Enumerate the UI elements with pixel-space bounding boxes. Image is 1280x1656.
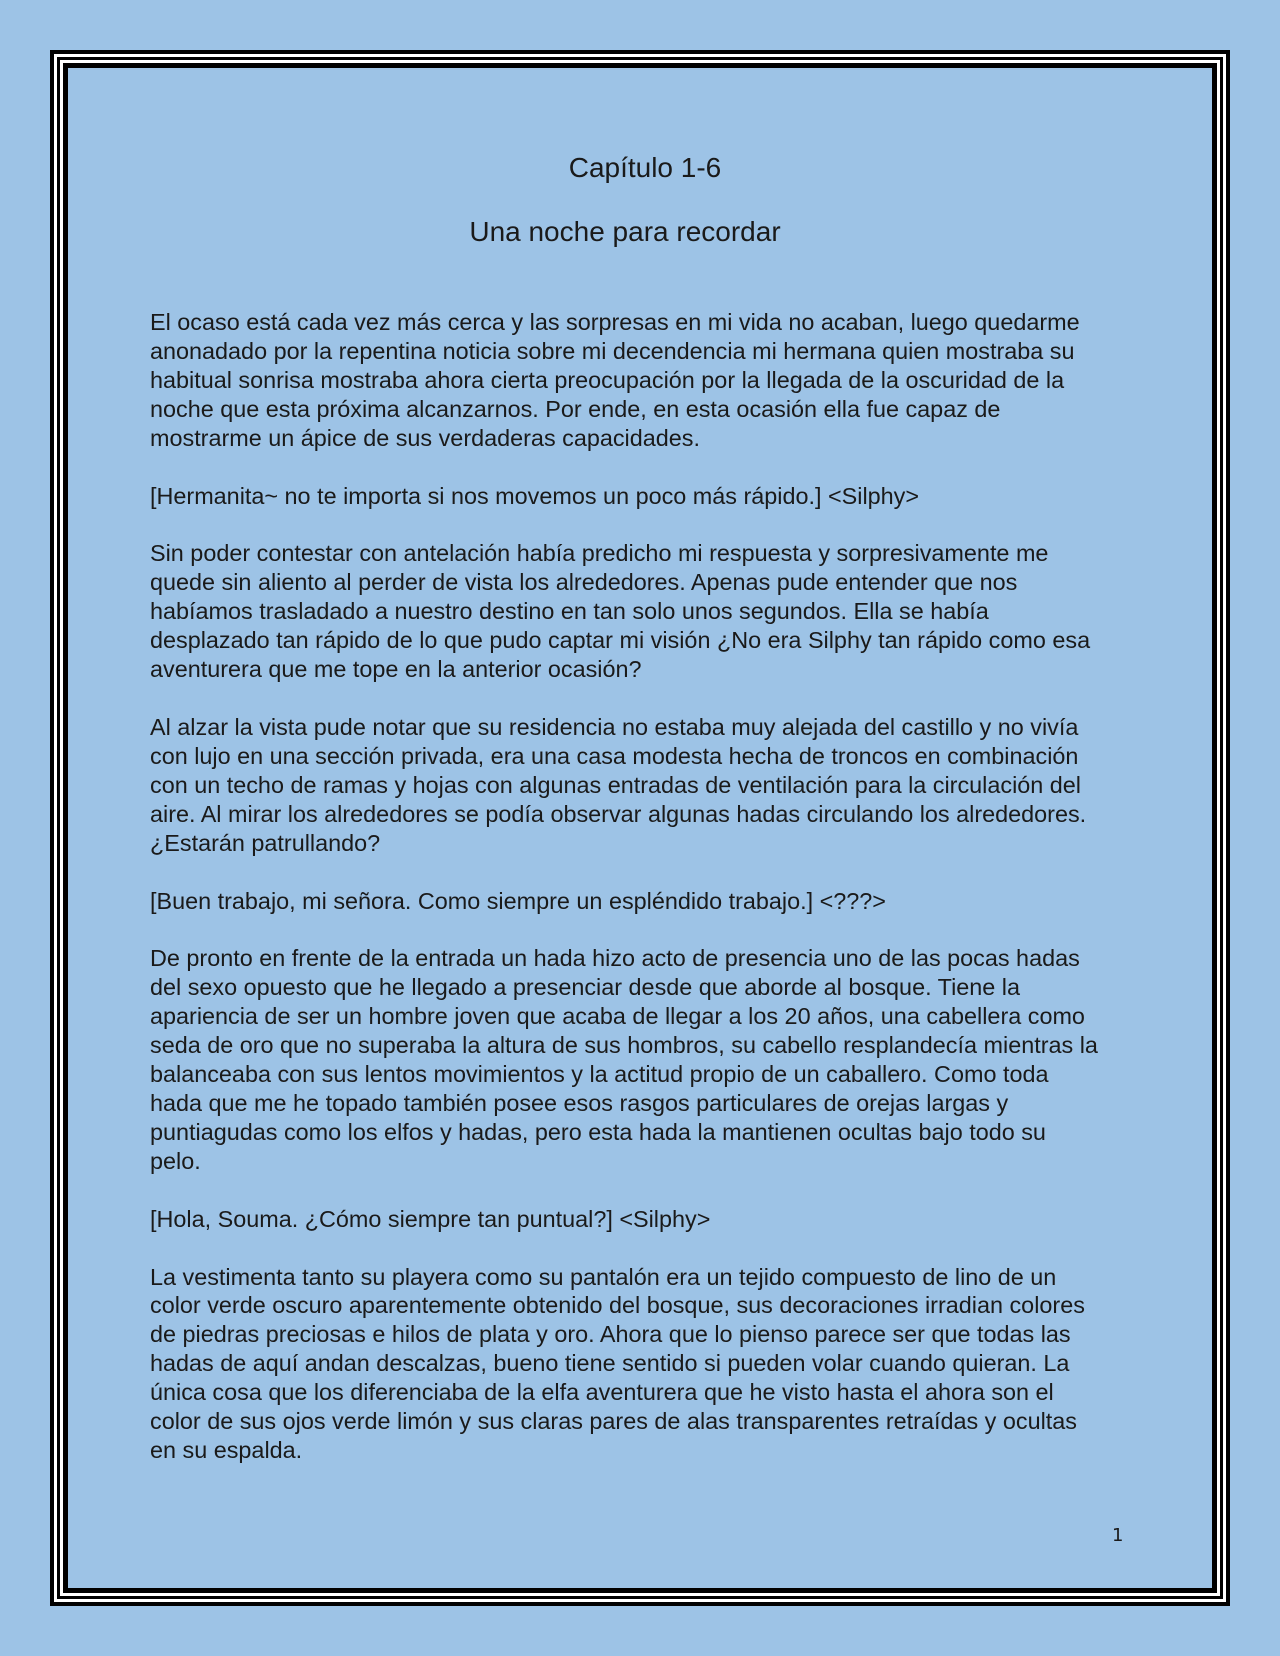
chapter-title: Una noche para recordar (469, 216, 781, 247)
dialogue-line: [Hermanita~ no te importa si nos movemos un poco más rápido.] <Silphy> (150, 482, 920, 509)
paragraph: Al alzar la vista pude notar que su residencia no estaba muy alejada del castillo y no vivía con lujo en una sección privada, era una casa modesta hecha de troncos en combinación con un techo de ramas y hojas con algunas entradas de ventilación para la circulación del aire. Al mirar los alrededores se podía observar algunas hadas circulando los alrededores. ¿Estarán patrullando? (150, 713, 1087, 856)
paragraph: De pronto en frente de la entrada un hada hizo acto de presencia uno de las pocas hadas del sexo opuesto que he llegado a presenciar desde que aborde al bosque. Tiene la apariencia de ser un hombre joven que acaba de llegar a los 20 años, una cabellera como seda de oro que no superaba la altura de sus hombros, su cabello resplandecía mientras la balanceaba con sus lentos movimientos y la actitud propio de un caballero. Como toda hada que me he topado también posee esos rasgos particulares de orejas largas y puntiagudas como los elfos y hadas, pero esta hada la mantienen ocultas bajo todo su pelo. (150, 945, 1098, 1174)
dialogue-line: [Hola, Souma. ¿Cómo siempre tan puntual?] <Silphy> (150, 1205, 711, 1232)
paragraph: El ocaso está cada vez más cerca y las sorpresas en mi vida no acaban, luego quedarme anonadado por la repentina noticia sobre mi decendencia mi hermana quien mostraba su habitual sonrisa mostraba ahora cierta preocupación por la llegada de la oscuridad de la noche que esta próxima alcanzarnos. Por ende, en esta ocasión ella fue capaz de mostrarme un ápice de sus verdaderas capacidades. (150, 309, 1080, 451)
body-text (150, 308, 1100, 1465)
chapter-heading: Capítulo 1-6 (568, 152, 722, 183)
dialogue-line: [Buen trabajo, mi señora. Como siempre un espléndido trabajo.] <???> (150, 887, 886, 914)
page-number: 1 (1112, 1525, 1124, 1546)
paragraph: La vestimenta tanto su playera como su pantalón era un tejido compuesto de lino de un color verde oscuro aparentemente obtenido del bosque, sus decoraciones irradian colores de piedras preciosas e hilos de plata y oro. Ahora que lo pienso parece ser que todas las hadas de aquí andan descalzas, bueno tiene sentido si pueden volar cuando quieran. La única cosa que los diferenciaba de la elfa aventurera que he visto hasta el ahora son el color de sus ojos verde limón y sus claras pares de alas transparentes retraídas y ocultas en su espalda. (150, 1263, 1085, 1463)
paragraph: Sin poder contestar con antelación había predicho mi respuesta y sorpresivamente me quede sin aliento al perder de vista los alrededores. Apenas pude entender que nos habíamos trasladado a nuestro destino en tan solo unos segundos. Ella se había desplazado tan rápido de lo que pudo captar mi visión ¿No era Silphy tan rápido como esa aventurera que me tope en la anterior ocasión? (150, 540, 1091, 683)
page-content (150, 140, 1100, 1494)
